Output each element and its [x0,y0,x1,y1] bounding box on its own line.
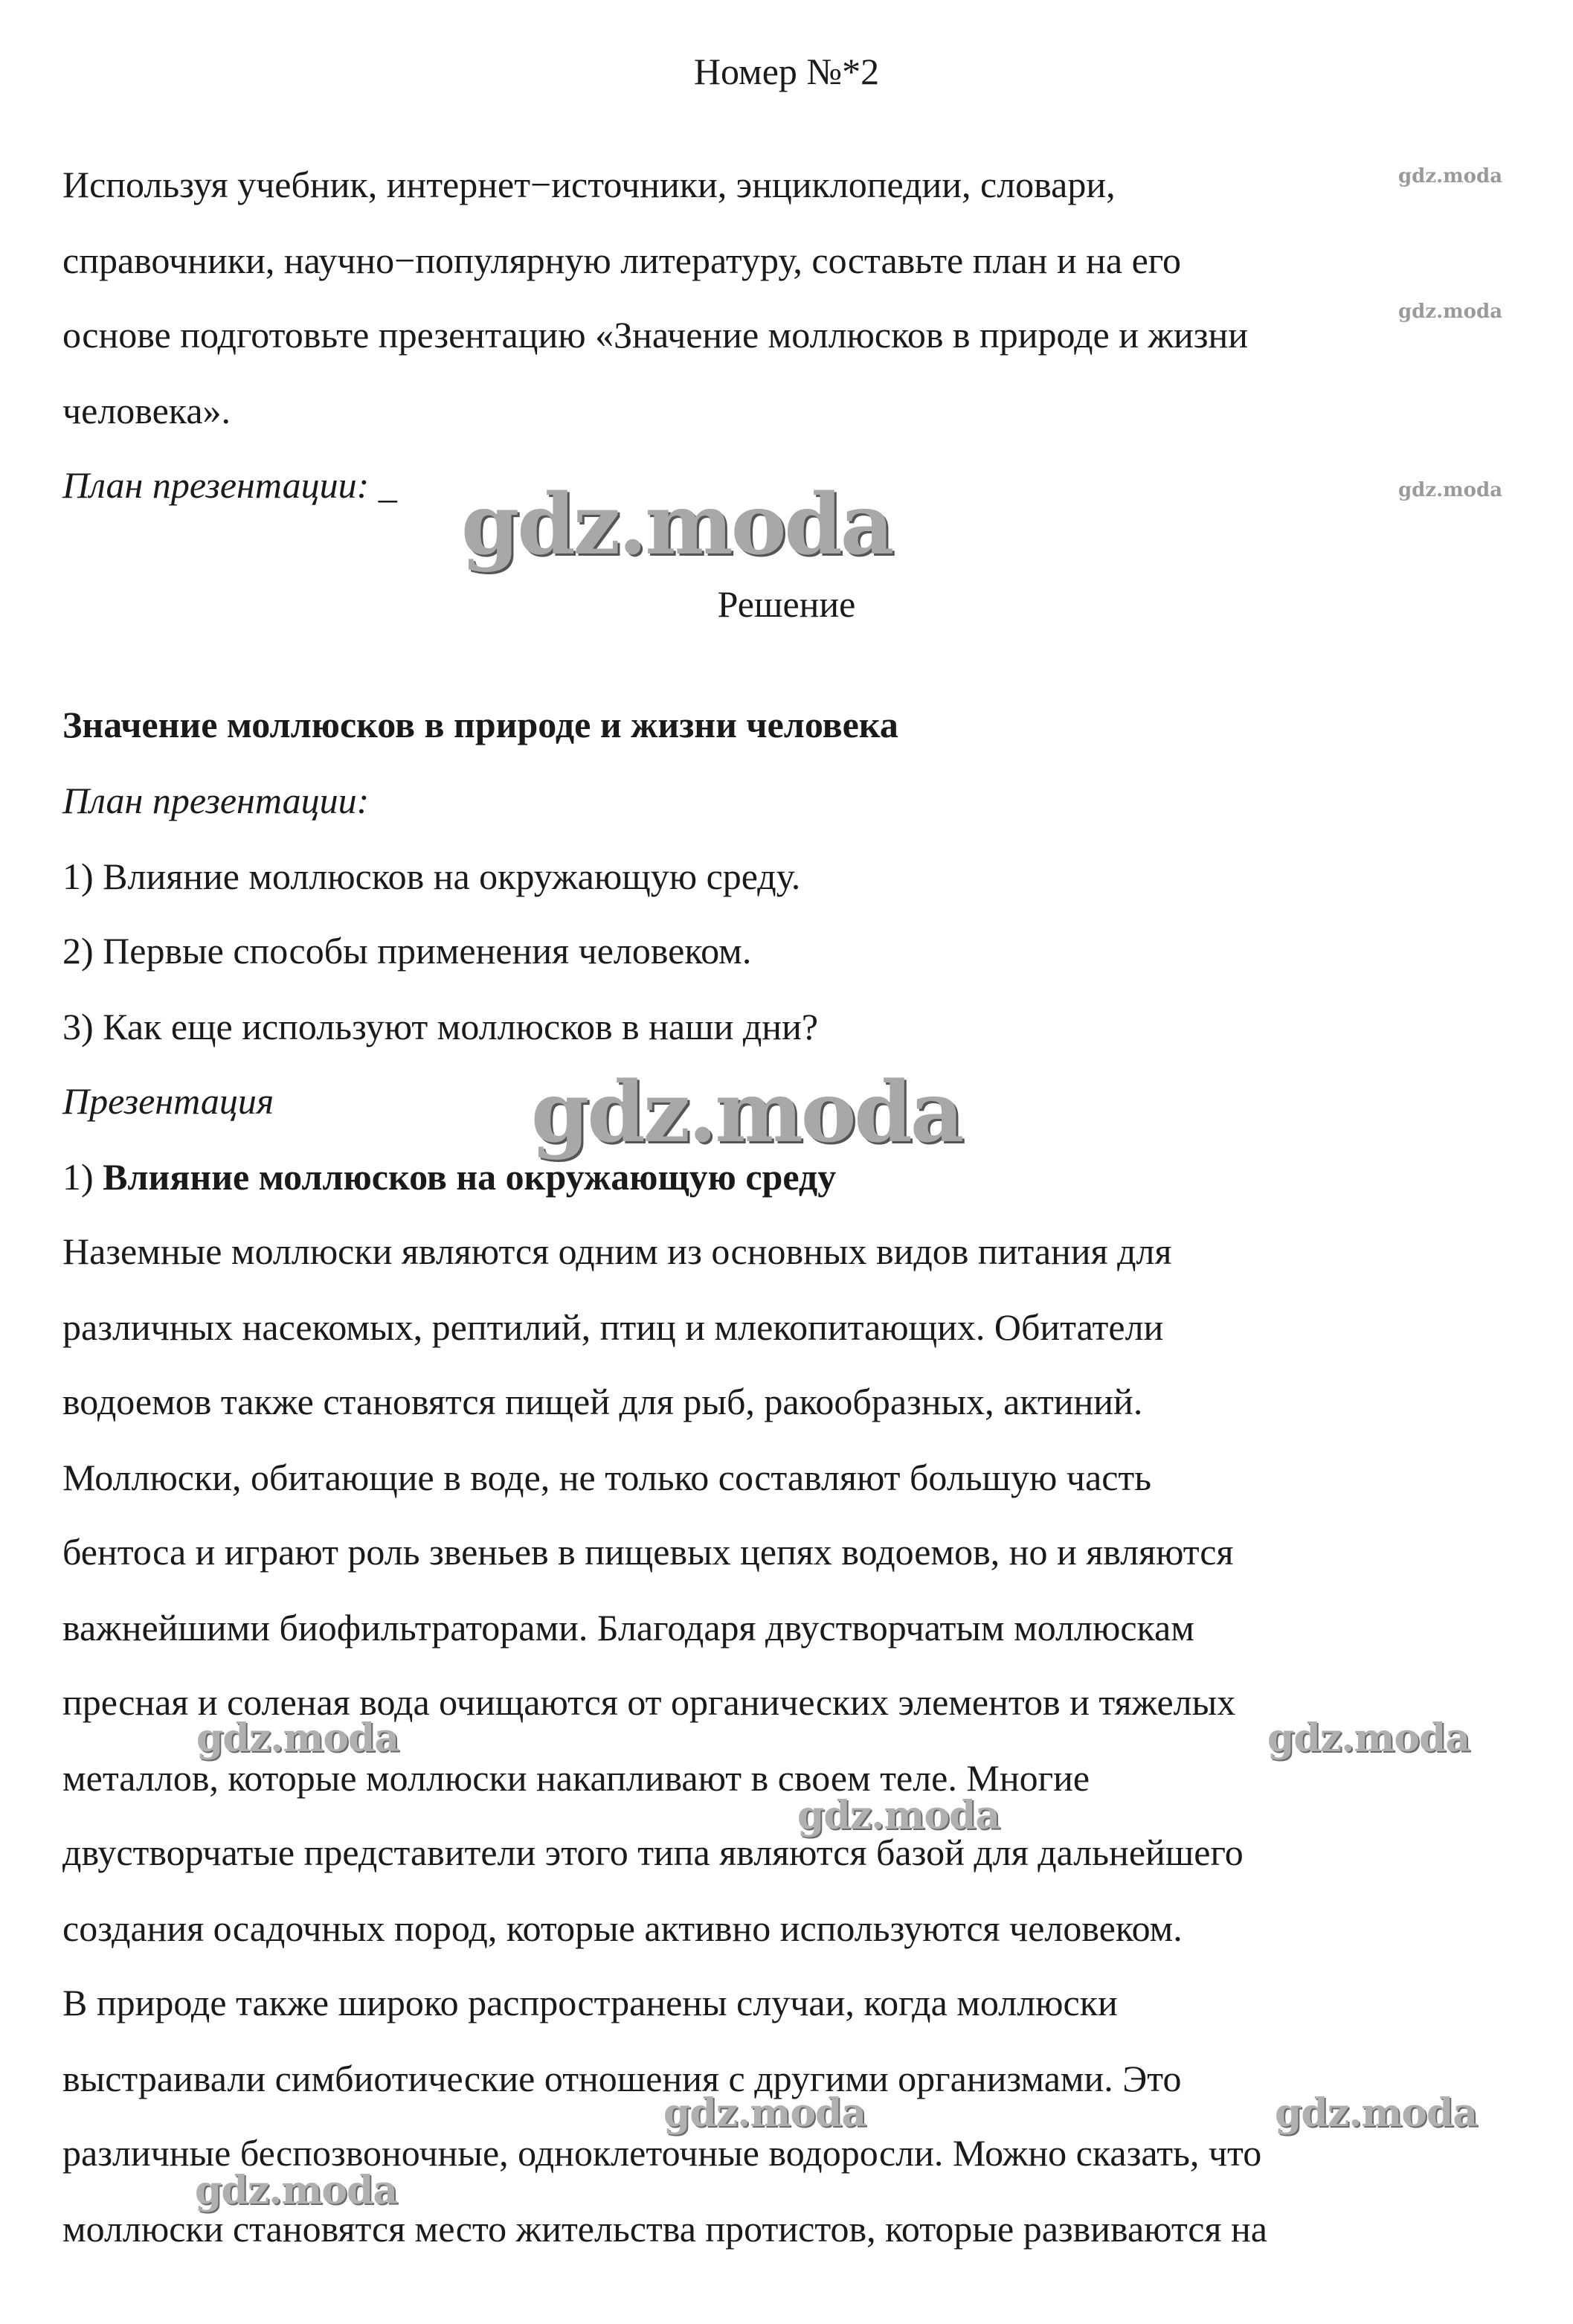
section-number: 1) [62,1156,103,1198]
watermark: gdz.moda [196,1715,399,1761]
task-line: Используя учебник, интернет−источники, энциклопедии, словари, [62,164,1116,205]
body-line: выстраивали симбиотические отношения с другими организмами. Это [62,2058,1182,2099]
watermark: gdz.moda [195,2168,398,2213]
watermark: gdz.moda [1398,165,1503,187]
task-line: справочники, научно−популярную литературу, составьте план и на его [62,240,1182,281]
body-line: бентоса и играют роль звеньев в пищевых цепях водоемов, но и являются [62,1531,1234,1573]
watermark: gdz.moda [1398,301,1503,323]
plan-item: 1) Влияние моллюсков на окружающую среду. [62,856,801,897]
watermark: gdz.moda [461,476,892,574]
body-line: В природе также широко распространены случаи, когда моллюски [62,1982,1118,2023]
section-title: Влияние моллюсков на окружающую среду [103,1156,837,1198]
body-line: создания осадочных пород, которые активно используются человеком. [62,1907,1183,1949]
body-line: пресная и соленая вода очищаются от органических элементов и тяжелых [62,1681,1236,1723]
body-line: моллюски становятся место жительства протистов, которые развиваются на [62,2208,1267,2250]
watermark: gdz.moda [1398,479,1503,501]
body-line: важнейшими биофильтраторами. Благодаря двустворчатым моллюскам [62,1607,1194,1649]
page-title: Номер №*2 [693,51,880,92]
plan-item: 2) Первые способы применения человеком. [62,930,752,972]
body-line: Наземные моллюски являются одним из основных видов питания для [62,1230,1172,1272]
task-line: основе подготовьте презентацию «Значение моллюсков в природе и жизни [62,314,1249,356]
watermark: gdz.moda [1275,2090,1478,2136]
watermark: gdz.moda [663,2090,866,2136]
solution-title: Значение моллюсков в природе и жизни человека [62,704,898,745]
body-line: водоемов также становятся пищей для рыб, ракообразных, актиний. [62,1381,1143,1422]
watermark: gdz.moda [531,1064,962,1161]
section-heading [62,1155,836,1199]
solution-heading: Решение [717,583,856,625]
watermark: gdz.moda [1267,1715,1470,1761]
solution-plan-label: План презентации: [62,780,370,821]
watermark: gdz.moda [797,1793,1000,1838]
body-line: различные беспозвоночные, одноклеточные водоросли. Можно сказать, что [62,2132,1262,2174]
body-line: металлов, которые моллюски накапливают в своем теле. Многие [62,1757,1090,1799]
body-line: Моллюски, обитающие в воде, не только составляют большую часть [62,1457,1152,1498]
task-line: человека». [62,390,231,431]
plan-item: 3) Как еще используют моллюсков в наши дни? [62,1006,819,1047]
task-plan-label: План презентации: _ [62,464,397,506]
body-line: двустворчатые представители этого типа являются базой для дальнейшего [62,1832,1244,1873]
body-line: различных насекомых, рептилий, птиц и млекопитающих. Обитатели [62,1306,1164,1348]
presentation-label: Презентация [62,1080,274,1122]
